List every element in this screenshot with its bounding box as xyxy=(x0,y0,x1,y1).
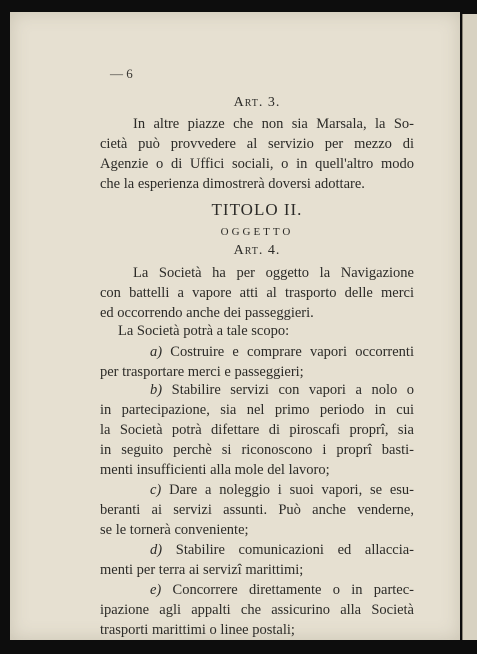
art3-line: cietà può provvedere al servizio per mezzo di xyxy=(100,136,414,152)
item-text: Costruire e comprare vapori occorrenti xyxy=(170,344,414,360)
item-a-line: per trasportare merci e passeggieri; xyxy=(100,364,304,380)
art4-line: con battelli a vapore atti al trasporto delle merci xyxy=(100,285,414,301)
art3-heading: Art. 3. xyxy=(233,95,281,110)
item-e-line: trasporti marittimi o linee postali; xyxy=(100,622,295,638)
item-b-line: menti insufficienti alla mole del lavoro; xyxy=(100,462,330,478)
item-letter: a) xyxy=(150,344,163,360)
art3-line: In altre piazze che non sia Marsala, la So- xyxy=(133,116,414,132)
art3-line: Agenzie o di Uffici sociali, o in quell'altro modo xyxy=(100,156,414,172)
item-b-line: in seguito perchè si riconoscono i proprî basti- xyxy=(100,442,414,458)
art4-line: La Società potrà a tale scopo: xyxy=(118,323,290,339)
art4-line: ed occorrendo anche dei passeggieri. xyxy=(100,305,314,321)
art3-line: che la esperienza dimostrerà doversi adottare. xyxy=(100,176,365,192)
item-text: Concorrere direttamente o in partec- xyxy=(172,582,415,598)
item-d-line xyxy=(100,540,414,560)
item-b-line: in partecipazione, sia nel primo periodo in cui xyxy=(100,402,414,418)
page-number: — 6 xyxy=(110,66,133,81)
item-c-line: se le tornerà conveniente; xyxy=(100,522,249,538)
item-letter: c) xyxy=(150,482,162,498)
art4-heading: Art. 4. xyxy=(233,243,281,258)
item-letter: d) xyxy=(150,542,163,558)
art4-line: La Società ha per oggetto la Navigazione xyxy=(133,265,414,281)
item-c-line xyxy=(100,480,414,500)
item-b-line xyxy=(100,380,414,400)
title-heading: TITOLO II. xyxy=(211,200,303,219)
item-b-line: la Società potrà difettare di piroscafi proprî, sia xyxy=(100,422,414,438)
item-a-line xyxy=(100,342,414,362)
item-letter: b) xyxy=(150,382,163,398)
item-text: Stabilire servizi con vapori a nolo o xyxy=(171,382,414,398)
item-text: Dare a noleggio i suoi vapori, se esu- xyxy=(169,482,414,498)
item-letter: e) xyxy=(150,582,162,598)
item-e-line xyxy=(100,580,414,600)
item-text: Stabilire comunicazioni ed allaccia- xyxy=(175,542,415,558)
item-c-line: beranti ai servizi assunti. Può anche venderne, xyxy=(100,502,414,518)
item-d-line: menti per terra ai servizî marittimi; xyxy=(100,562,304,578)
facing-page-edge xyxy=(462,14,477,640)
item-e-line: ipazione agli appalti che assicurino alla Società xyxy=(100,602,414,618)
subtitle-heading: OGGETTO xyxy=(220,226,294,238)
